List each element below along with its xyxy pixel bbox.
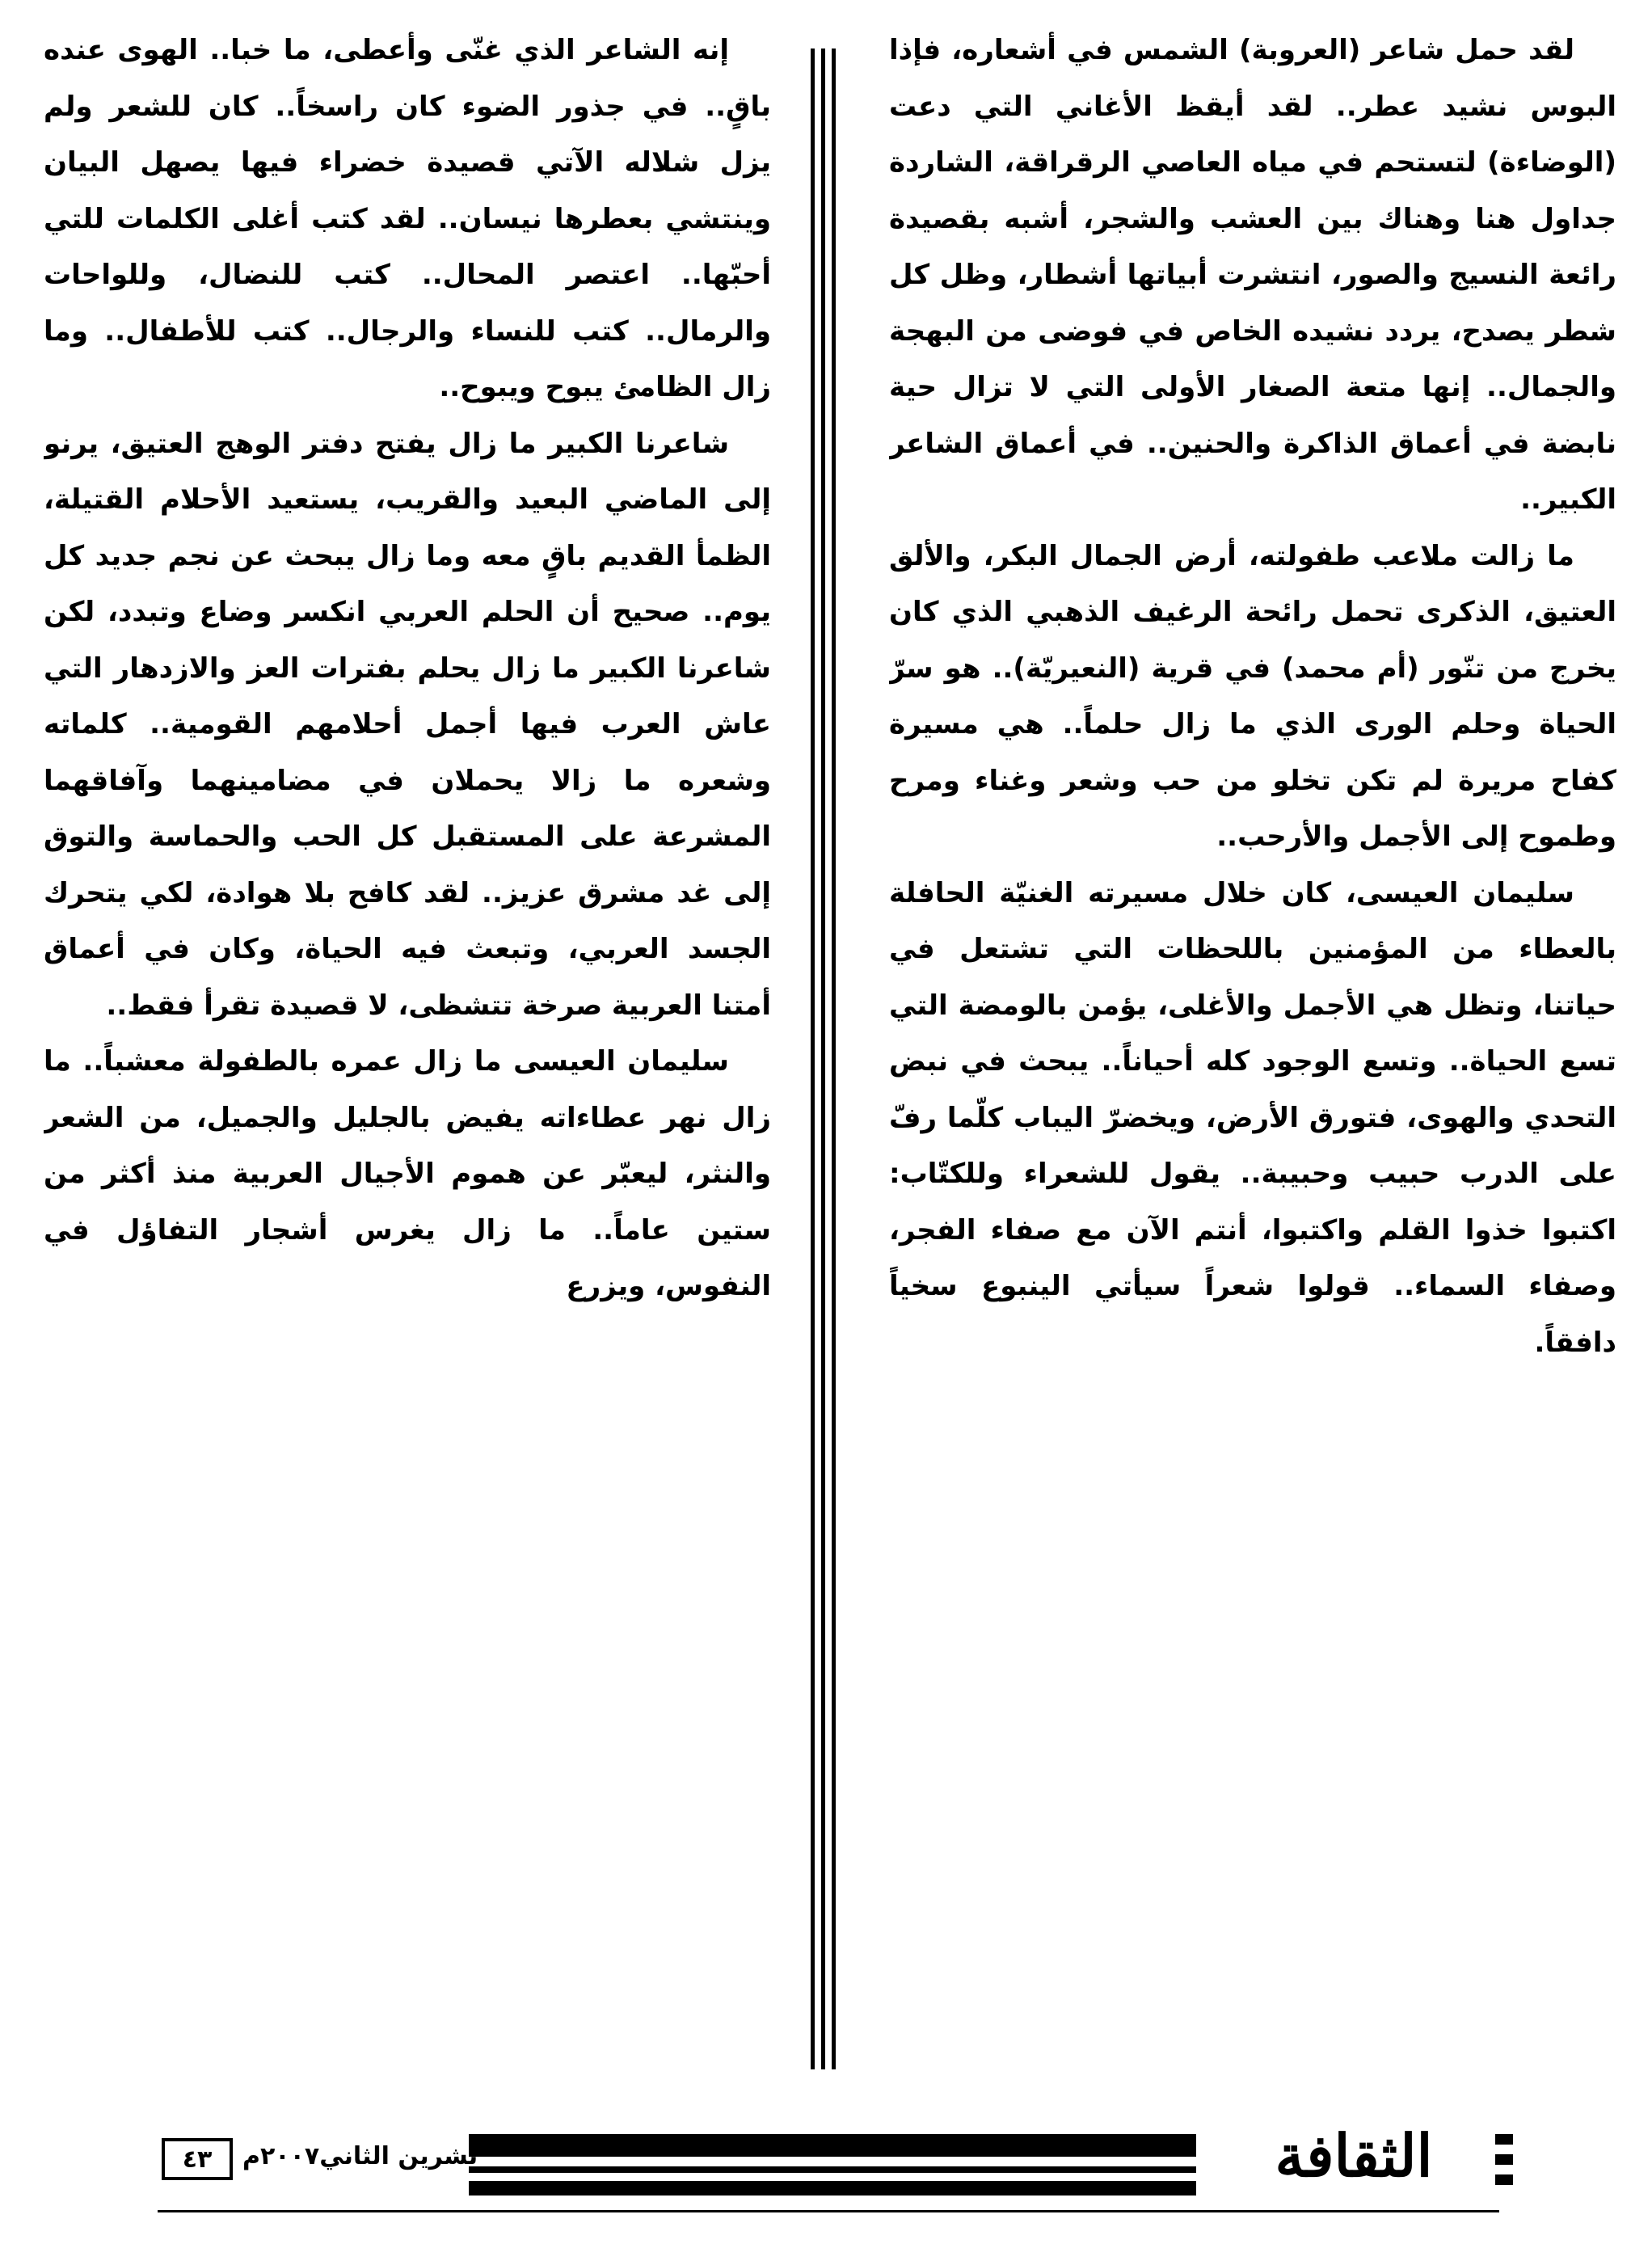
footer-bottom-line [158,2210,1499,2212]
paragraph: شاعرنا الكبير ما زال يفتح دفتر الوهج العتيق، يرنو إلى الماضي البعيد والقريب، يستعيد الأحلام القتيلة، الظمأ القديم باقٍ معه وما زال يبحث عن نجم جديد كل يوم.. صحيح أن الحلم العربي انكسر وضاع وتبدد، لكن شاعرنا الكبير ما زال يحلم بفترات العز والازدهار التي عاش العرب فيها أجمل أحلامهم القومية.. كلماته وشعره ما زالا يحملان في مضامينهما وآفاقهما المشرعة على المستقبل كل الحب والحماسة والتوق إلى غد مشرق عزيز.. لقد كافح بلا هوادة، لكي يتحرك الجسد العربي، وتبعث فيه الحياة، وكان في أعماق أمتنا العربية صرخة تتشظى، لا قصيدة تقرأ فقط.. [44,427,771,1022]
column-divider-line [821,49,825,2069]
page-number: ٤٣ [162,2138,233,2180]
paragraph: سليمان العيسى، كان خلال مسيرته الغنيّة الحافلة بالعطاء من المؤمنين باللحظات التي تشتعل في حياتنا، وتظل هي الأجمل والأغلى، يؤمن بالومضة التي تسع الحياة.. وتسع الوجود كله أحياناً.. يبحث في نبض التحدي والهوى، فتورق الأرض، ويخضرّ اليباب كلّما رفّ على الدرب حبيب وحبيبة.. يقول للشعراء وللكتّاب: اكتبوا خذوا القلم واكتبوا، أنتم الآن مع صفاء الفجر، وصفاء السماء.. قولوا شعراً سيأتي الينبوع سخياً دافقاً. [889,876,1616,1359]
footer-rule-thick [469,2181,1196,2195]
logo-bar [1495,2134,1513,2145]
column-divider-line [811,49,815,2069]
article-column-left [44,23,771,2076]
footer-rule-thick [469,2134,1196,2157]
footer-rule-thin [469,2166,1196,2173]
logo-bar [1495,2174,1513,2185]
column-divider-line [832,49,836,2069]
paragraph: ما زالت ملاعب طفولته، أرض الجمال البكر، والألق العتيق، الذكرى تحمل رائحة الرغيف الذهبي الذي كان يخرج من تنّور (أم محمد) في قرية (النعيريّة).. هو سرّ الحياة وحلم الورى الذي ما زال حلماً.. هي مسيرة كفاح مريرة لم تكن تخلو من حب وشعر وغناء ومرح وطموح إلى الأجمل والأرحب.. [889,539,1616,853]
logo-bar [1495,2154,1513,2165]
article-column-right [889,23,1616,2076]
paragraph: إنه الشاعر الذي غنّى وأعطى، ما خبا.. الهوى عنده باقٍ.. في جذور الضوء كان راسخاً.. كان للشعر ولم يزل شلاله الآتي قصيدة خضراء فيها يصهل البيان وينتشي بعطرها نيسان.. لقد كتب أغلى الكلمات للتي أحبّها.. اعتصر المحال.. كتب للنضال، وللواحات والرمال.. كتب للنساء والرجال.. كتب للأطفال.. وما زال الظامئ يبوح ويبوح.. [44,34,771,403]
paragraph: لقد حمل شاعر (العروبة) الشمس في أشعاره، فإذا البوس نشيد عطر.. لقد أيقظ الأغاني التي دعت (الوضاءة) لتستحم في مياه العاصي الرقراقة، الشاردة جداول هنا وهناك بين العشب والشجر، أشبه بقصيدة رائعة النسيج والصور، انتشرت أبياتها أشطار، وظل كل شطر يصدح، يردد نشيده الخاص في فوضى من البهجة والجمال.. إنها متعة الصغار الأولى التي لا تزال حية نابضة في أعماق الذاكرة والحنين.. في أعماق الشاعر الكبير.. [889,34,1616,516]
issue-date: تشرين الثاني٢٠٠٧م [242,2142,478,2170]
paragraph: سليمان العيسى ما زال عمره بالطفولة معشباً.. ما زال نهر عطاءاته يفيض بالجليل والجميل، من الشعر والنثر، ليعبّر عن هموم الأجيال العربية منذ أكثر من ستين عاماً.. ما زال يغرس أشجار التفاؤل في النفوس، ويزرع [44,1045,771,1302]
magazine-logo: الثقافة [1275,2121,1433,2190]
